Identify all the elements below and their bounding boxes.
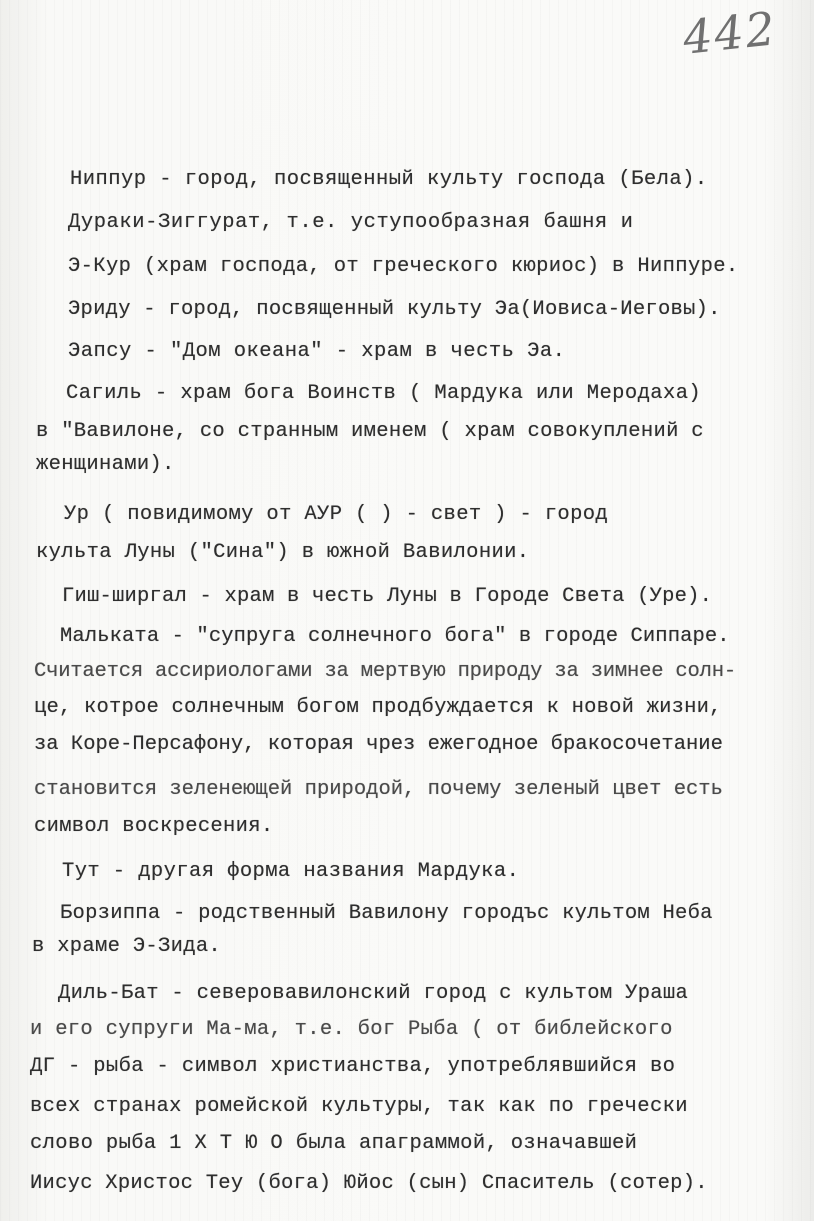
text-line: и его супруги Ма-ма, т.е. бог Рыба ( от библейского: [30, 1018, 673, 1041]
text-line: ДГ - рыба - символ христианства, употреблявшийся во: [30, 1055, 676, 1078]
text-line: за Коре-Персафону, которая чрез ежегодное бракосочетание: [34, 733, 723, 756]
text-line: слово рыба 1 Х Т Ю О была апаграммой, означавшей: [30, 1132, 638, 1155]
text-line: Борзиппа - родственный Вавилону городъс культом Неба: [60, 902, 713, 925]
text-line: Тут - другая форма названия Мардука.: [62, 860, 520, 883]
archive-page-number: 442: [680, 1, 780, 65]
text-line: Эапсу - "Дом океана" - храм в честь Эа.: [68, 340, 566, 363]
text-line: Дураки-Зиггурат, т.е. уступообразная башня и: [68, 211, 634, 234]
text-line: Ниппур - город, посвященный культу господа (Бела).: [70, 168, 708, 191]
text-line: символ воскресения.: [34, 815, 274, 838]
text-line: Иисус Христос Теу (бога) Юйос (сын) Спаситель (сотер).: [30, 1172, 708, 1195]
text-line: Эриду - город, посвященный культу Эа(Иовиса-Иеговы).: [68, 298, 721, 321]
text-line: Диль-Бат - северовавилонский город с культом Ураша: [58, 982, 689, 1005]
text-line: Мальката - "супруга солнечного бога" в городе Сиппаре.: [60, 625, 730, 648]
text-line: Ур ( повидимому от АУР ( ) - свет ) - город: [64, 503, 609, 526]
text-line: Гиш-ширгал - храм в честь Луны в Городе Света (Уре).: [62, 585, 713, 608]
text-line: це, котрое солнечным богом продбуждается к новой жизни,: [34, 696, 722, 719]
text-line: Э-Кур (храм господа, от греческого кюриос) в Ниппуре.: [68, 255, 739, 278]
text-line: Считается ассириологами за мертвую природу за зимнее солн-: [34, 660, 736, 683]
text-line: в храме Э-Зида.: [32, 935, 222, 958]
text-line: всех странах ромейской культуры, так как по гречески: [30, 1095, 688, 1118]
text-line: женщинами).: [36, 453, 175, 476]
text-line: становится зеленеющей природой, почему зеленый цвет есть: [34, 778, 723, 801]
text-line: в "Вавилоне, со странным именем ( храм совокуплений с: [36, 420, 704, 443]
text-line: культа Луны ("Сина") в южной Вавилонии.: [36, 541, 530, 564]
text-line: Сагиль - храм бога Воинств ( Мардука или Меродаха): [66, 382, 702, 405]
